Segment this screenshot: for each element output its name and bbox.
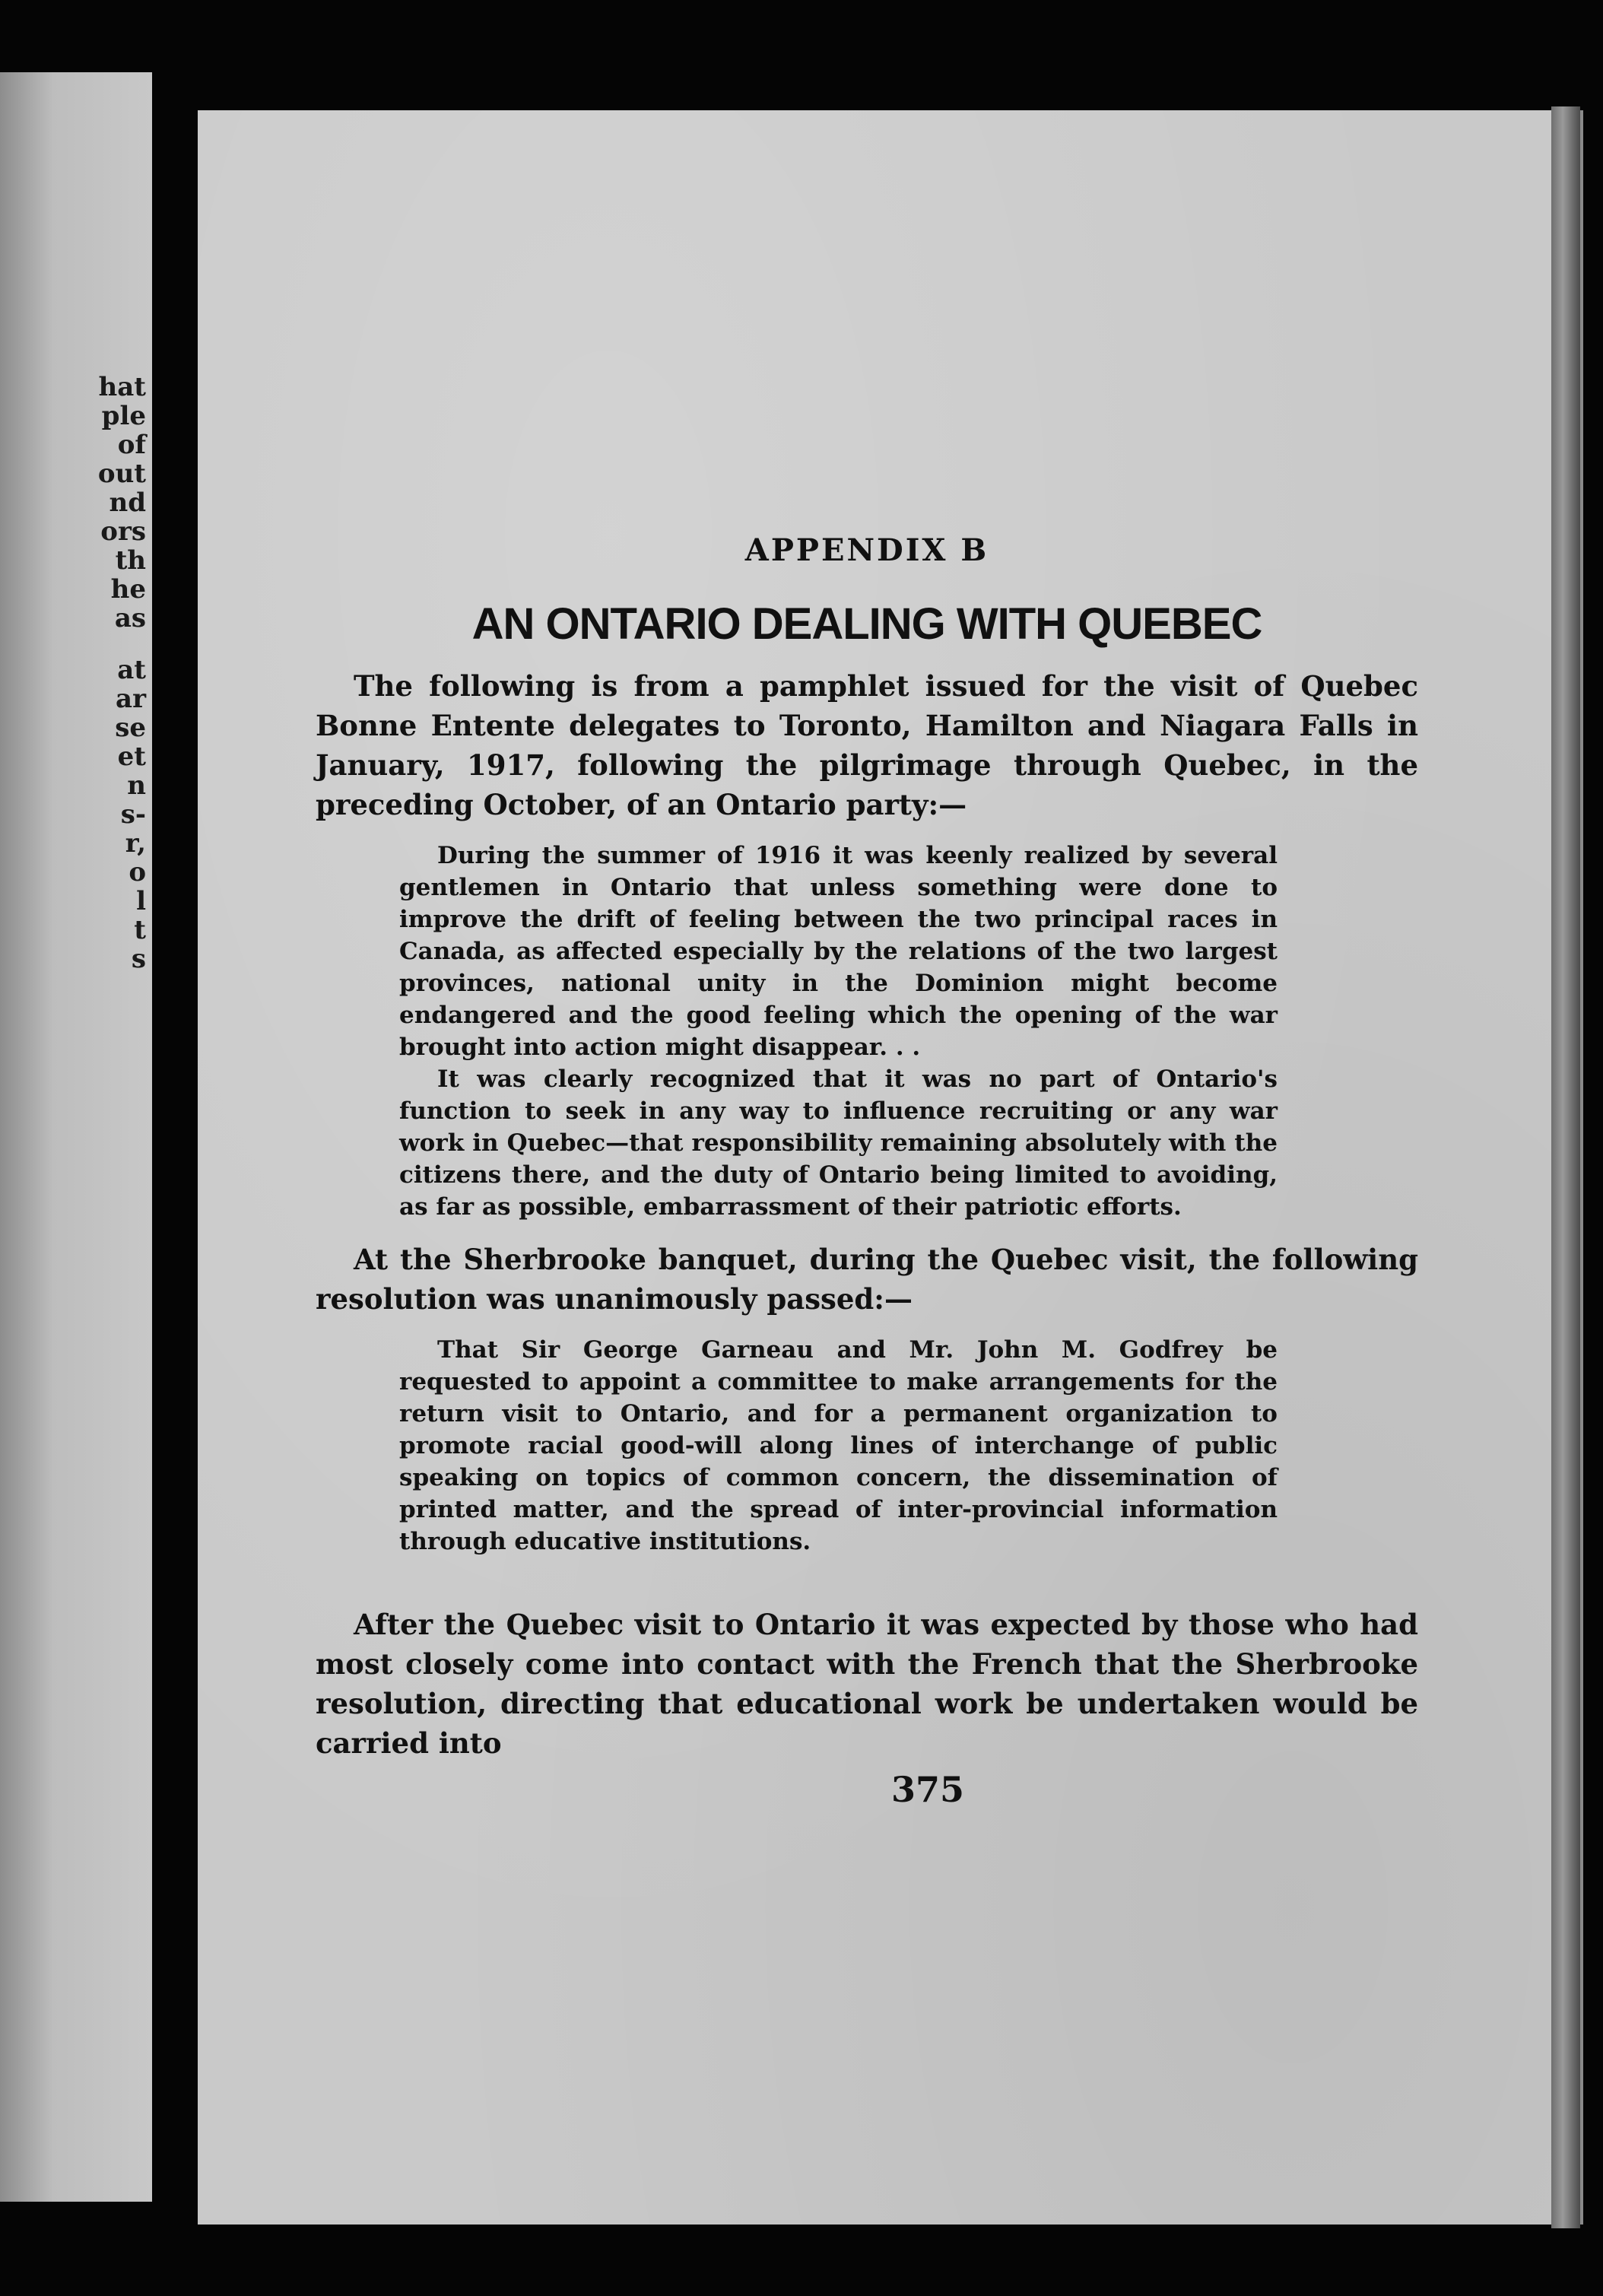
previous-page-fragment: s — [131, 944, 146, 974]
quote-paragraph-2: It was clearly recognized that it was no part of Ontario's function to seek in any way to influence recruiting or any war work in Quebec—that responsibility remaining absolutely with the citizens there, and the duty of Ontario being limited to avoiding, as far as possible, embarrassment of their patriotic efforts. — [399, 1065, 1278, 1221]
previous-page-fragment: s- — [120, 799, 146, 830]
page-title: AN ONTARIO DEALING WITH QUEBEC — [471, 599, 1262, 649]
previous-page-fragment: nd — [109, 487, 146, 518]
previous-page-fragment: l — [136, 886, 146, 916]
previous-page-fragment: t — [134, 915, 146, 945]
previous-page-fragment: ors — [100, 516, 146, 547]
previous-page-fragment: at — [117, 655, 146, 685]
quote-paragraph-1: During the summer of 1916 it was keenly realized by several gentlemen in Ontario that unless something were done to improve the drift of feeling between the two principal races in Canada, as affected especially by the relations of the two largest provinces, national unity in the Dominion might become endangered and the good feeling which the opening of the war brought into action might disappear. . . — [399, 842, 1278, 1061]
page-content — [316, 532, 1418, 1810]
previous-page-fragment: as — [114, 603, 146, 634]
appendix-label: APPENDIX B — [744, 532, 989, 568]
sherbrooke-paragraph: At the Sherbrooke banquet, during the Quebec visit, the following resolution was unanimously passed:— — [316, 1243, 1418, 1316]
page-edge-shadow — [1551, 106, 1580, 2228]
pamphlet-quote — [399, 840, 1278, 1223]
previous-page-fragment: se — [115, 713, 146, 743]
closing-paragraph: After the Quebec visit to Ontario it was expected by those who had most closely come into contact with the French that the Sherbrooke resolution, directing that educational work be undertaken would be carried into — [316, 1608, 1418, 1760]
previous-page-fragment: ar — [116, 684, 146, 714]
page-number: 375 — [890, 1769, 965, 1810]
previous-page-fragment: of — [117, 430, 146, 460]
previous-page-fragment: out — [97, 459, 146, 489]
previous-page-fragment — [40, 633, 146, 656]
book-page — [198, 110, 1583, 2225]
previous-page-fragment: ple — [101, 401, 146, 431]
previous-page-fragment: et — [117, 742, 146, 772]
previous-page-edge — [0, 72, 152, 2202]
previous-page-fragment: n — [127, 770, 146, 801]
previous-page-fragment: th — [115, 545, 146, 576]
previous-page-fragment: hat — [98, 372, 146, 402]
previous-page-fragment: o — [129, 857, 146, 888]
intro-paragraph: The following is from a pamphlet issued for the visit of Quebec Bonne Entente delegates to Toronto, Hamilton and Niagara Falls in January, 1917, following the pilgrimage through Quebec, in the preceding October, of an Ontario party:— — [316, 669, 1418, 821]
previous-page-fragment: r, — [125, 828, 146, 859]
previous-page-text-fragments — [40, 373, 146, 973]
resolution-quote — [399, 1334, 1278, 1558]
resolution-text: That Sir George Garneau and Mr. John M. Godfrey be requested to appoint a committee to make arrangements for the return visit to Ontario, and for a permanent organization to promote racial good-will along lines of interchange of public speaking on topics of common concern, the dissemination of printed matter, and the spread of inter-provincial information through educative institutions. — [399, 1336, 1278, 1555]
previous-page-fragment: he — [110, 574, 146, 605]
